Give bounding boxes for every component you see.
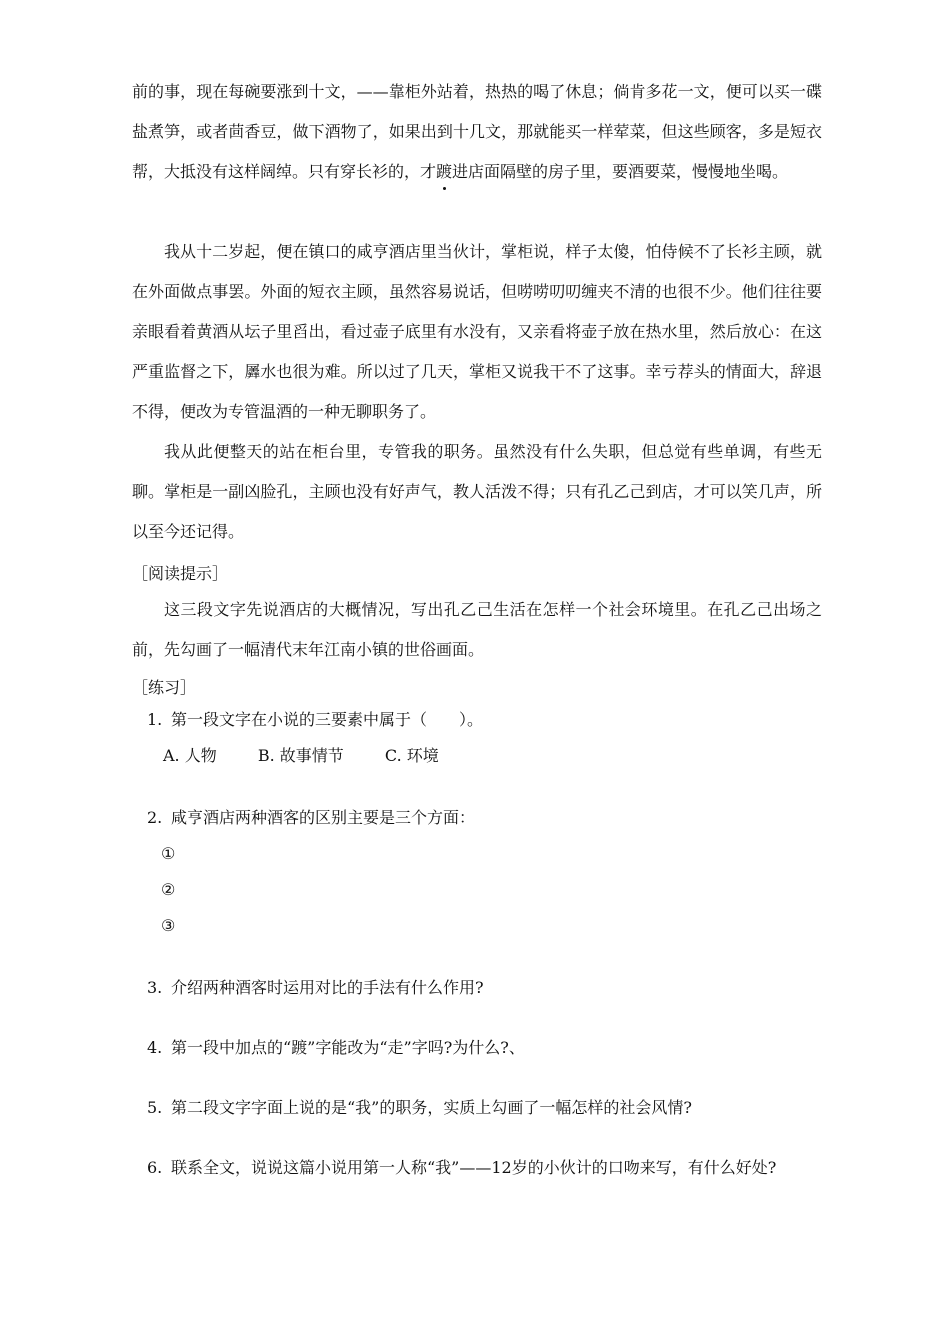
- question-text: 第一段文字在小说的三要素中属于（ ）。: [171, 710, 484, 729]
- question-text: 第一段中加点的“踱”字能改为“走”字吗?为什么?、: [171, 1038, 525, 1057]
- question-number: 4.: [147, 1038, 163, 1057]
- question-5: [147, 1096, 692, 1120]
- question-4: [147, 1036, 525, 1060]
- option-text: 人物: [184, 746, 217, 765]
- question-text: 联系全文，说说这篇小说用第一人称“我”——12岁的小伙计的口吻来写，有什么好处?: [171, 1158, 777, 1177]
- question-6: [147, 1156, 776, 1180]
- exercise-label: ［练习］: [132, 678, 197, 697]
- passage-text: 前的事，现在每碗要涨到十文，——靠柜外站着，热热的喝了休息；倘肯多花一文，便可以买一碟盐煮笋，或者茴香豆，做下酒物了，如果出到十几文，那就能买一样荤菜，但这些顾客，多是短衣帮，大抵没有这样阔绰。只有穿长衫的，才: [132, 82, 822, 181]
- passage-paragraph-3: 我从此便整天的站在柜台里，专管我的职务。虽然没有什么失职，但总觉有些单调，有些无聊。掌柜是一副凶脸孔，主顾也没有好声气，教人活泼不得；只有孔乙己到店，才可以笑几声，所以至今还记得。: [132, 442, 822, 541]
- option-a: [163, 744, 217, 768]
- reading-tip-text: 这三段文字先说酒店的大概情况，写出孔乙己生活在怎样一个社会环境里。在孔乙己出场之前，先勾画了一幅清代末年江南小镇的世俗画面。: [132, 600, 822, 659]
- option-b: [258, 744, 344, 768]
- question-3: [147, 976, 484, 1000]
- question-1: [147, 708, 483, 732]
- question-text: 介绍两种酒客时运用对比的手法有什么作用?: [171, 978, 484, 997]
- option-c: [385, 744, 439, 768]
- reading-tip-label: ［阅读提示］: [132, 564, 229, 583]
- question-text: 第二段文字字面上说的是“我”的职务，实质上勾画了一幅怎样的社会风情?: [171, 1098, 692, 1117]
- option-key: A.: [163, 746, 180, 765]
- option-key: B.: [257, 746, 275, 765]
- question-number: 1.: [147, 710, 163, 729]
- question-number: 5.: [147, 1098, 163, 1117]
- option-key: C.: [384, 746, 402, 765]
- question-2: [147, 806, 475, 830]
- passage-paragraph-1: [132, 72, 822, 192]
- passage-text: 进店面隔壁的房子里，要酒要菜，慢慢地坐喝。: [452, 162, 789, 181]
- option-text: 故事情节: [279, 746, 344, 765]
- answer-slot-1: ①: [161, 844, 176, 863]
- question-number: 6.: [147, 1158, 163, 1177]
- question-1-options: [163, 744, 475, 768]
- dotted-character: 踱: [436, 152, 452, 192]
- passage-paragraph-2: 我从十二岁起，便在镇口的咸亨酒店里当伙计，掌柜说，样子太傻，怕侍候不了长衫主顾，就在外面做点事罢。外面的短衣主顾，虽然容易说话，但唠唠叨叨缠夹不清的也很不少。他们往往要亲眼看着黄酒从坛子里舀出，看过壶子底里有水没有，又亲看将壶子放在热水里，然后放心：在这严重监督之下，羼水也很为难。所以过了几天，掌柜又说我干不了这事。幸亏荐头的情面大，辞退不得，便改为专管温酒的一种无聊职务了。: [132, 242, 822, 421]
- question-text: 咸亨酒店两种酒客的区别主要是三个方面：: [171, 808, 476, 827]
- question-number: 3.: [147, 978, 163, 997]
- answer-slot-2: ②: [161, 880, 176, 899]
- answer-slot-3: ③: [161, 916, 176, 935]
- option-text: 环境: [406, 746, 439, 765]
- question-number: 2.: [147, 808, 163, 827]
